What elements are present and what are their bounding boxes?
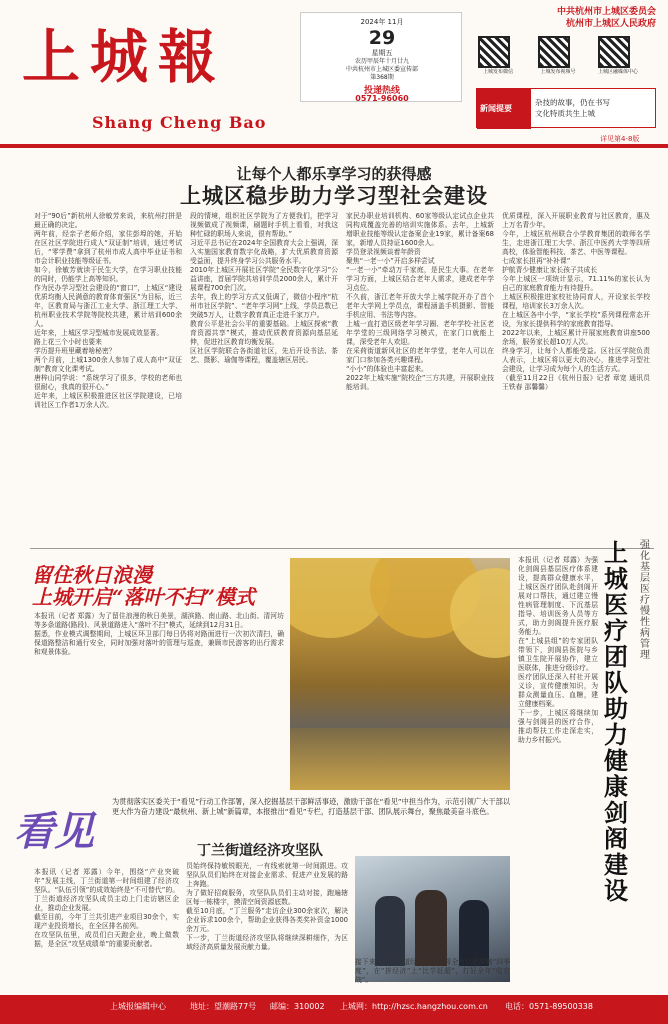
footer [0,995,668,1024]
story3-body: 本报讯（记者 郑露）为强化剑阁县基层医疗体系建设，提高群众健康水平，上城区医疗团队赴剑阁开展对口帮扶，通过建立慢性病管理制度、下沉基层指导、培训医务人员等方式，助力剑阁提升医疗服务能力。 在“上城县组”的专家团队带领下，剑阁县医院与乡镇卫生院开展协作，建立医联体，推进分级诊疗。 医疗团队还深入村社开展义诊，宣传健康知识，为群众测量血压、血糖，建立健康档案。 下一步，上城区将继续加强与剑阁县的医疗合作，推动帮扶工作走深走实，助力乡村振兴。 [518,556,598,744]
org-party: 中共杭州市上城区委员会 [556,7,656,17]
qr-block-1[interactable] [478,36,518,75]
news-digest-item[interactable]: 文化特质共生上城 [535,109,595,118]
issue-info-box [300,12,462,102]
news-digest-item[interactable]: 杂技的故事，仍在书写 [535,98,610,107]
story2-headline[interactable] [32,564,287,608]
footer-editor: 上城报编辑中心 [110,1002,166,1011]
date-day: 29 [368,27,396,49]
lead-column-2: 段的情境，组织社区学院为了方便我们，把学习视频做成了视频课，刷题时手机上看看，对我这种忙碌的职场人来说，很有帮助。” 习近平总书记在2024年全国教育大会上强调，深入实施国家教育数字化战略，扩大优质教育资源受益面，提升终身学习公共服务水平。 2010年上城区开展社区学院“全民数字化学习”公益讲座，首届学院共培训学员2000余人，累计开展课程700余门次。 去年，我上的学习方式又低调了，微信小程序“杭州市社区学院”、“老年学习网”上线，学员总数已突破5万人，让数字教育真正走进千家万户。 教育公平是社会公平的重要基础。上城区探索“教育资源共享”模式，推动优质教育资源向基层延伸，促进社区教育均衡发展。 区社区学院联合各街道社区，先后开设书法、茶艺、摄影、瑜伽等课程，覆盖辖区居民。 [190,212,338,364]
lunar-date: 农历甲辰年十月廿九 [354,58,409,65]
footer-postcode: 邮编：310002 [270,1002,325,1011]
autumn-street-photo[interactable] [290,558,510,790]
story3-headline[interactable]: 上城医疗团队助力健康剑阁建设 [604,538,628,905]
kanjian-intro: 为贯彻落实区委关于“看见”行动工作部署，深入挖掘基层干部鲜活事迹，激励干部在“看见”中担当作为，示范引领广大干部以更大作为奋力建设“最杭州、新上城”新篇章，本报推出“看见”专栏，打造基层干部、团队展示舞台，聚焦最美奋斗底色。 [112,797,510,816]
masthead-divider [0,144,668,148]
qr-label: 上城发布视频号 [540,69,576,75]
lead-column-3: 家民办职业培训机构、60家等级认定试点企业共同构成覆盖完善的培训实施体系。去年，上城新增职业技能等级认定备案企业19家，累计备案68家，新增人员持证1600余人。 学员登录视频谈着年龄资 聚焦“一老一小”开启多样尝试 “一老一小”牵动万千家庭，是民生大事。在老年学习方面，上城区结合老年人需求，建成老年学习点位。 不久前，浙江老年开放大学上城学院开办了首个老年大学网上学员点，课程涵盖手机摄影、智能手机应用、书法等内容。 上城一直打造区级老年学习圈、老年学校·社区老年学堂的三级网络学习模式，在家门口就能上课，深受老年人欢迎。 在采荷街道新风社区的老年学堂，老年人可以在家门口参加各类兴趣课程。 “小小”的体验也丰富起来。 2022年上城实施“院校企”三方共建，开展职业技能培训。 [346,212,494,391]
qr-label: 上城发布微信 [482,69,513,75]
publisher: 中共杭州市上城区委宣传部 [345,66,418,73]
lead-column-4: 优质课程，深入开展职业教育与社区教育，惠及上万名青少年。 今年，上城区杭州联合小学教育集团的敢师名学生，走进浙江理工大学、浙江中医药大学等四所高校，体验智能科技、茶艺、中医等课程。 七成家长担再“补补课” 护航青少健康让家长孩子共成长 今年上城区一项统计显示，71.11%的家长认为自己的家庭教育能力有待提升。 上城区积极推进家校社协同育人，开设家长学校课程，培训家长3万余人次。 在上城区各中小学，“家长学校”系列课程常态开设，为家长提供科学的家庭教育指导。 2022年以来，上城区累计开展家庭教育讲座500余场，服务家长超10万人次。 终身学习，让每个人都能受益。区社区学院负责人表示，上城区将以更大的决心，推进学习型社会建设，让学习成为每个人的生活方式。 （截至11月22日《杭州日报》记者 章宽 通讯员 王铁春 邵馨馨） [502,212,650,391]
news-digest-title: 新闻提要 [477,89,531,129]
footer-website[interactable]: 上城网：http://hzsc.hangzhou.com.cn [340,1002,488,1011]
organization [476,6,656,30]
org-government: 杭州市上城区人民政府 [565,19,656,29]
section-divider [30,548,654,549]
qr-label: 上城区融媒体中心 [598,69,639,75]
hotline-number: 0571-96060 [355,94,409,103]
lead-kicker: 让每个人都乐享学习的获得感 [236,165,432,183]
kanjian-logo: 看见 [14,808,94,855]
qr-code-icon[interactable] [598,36,630,68]
lead-headline[interactable]: 上城区稳步助力学习型社会建设 [180,184,488,208]
newspaper-pinyin: Shang Cheng Bao [92,113,267,132]
story2-headline-line2: 上城开启“落叶不扫”模式 [32,585,256,609]
story2-body: 本报讯（记者 郑露）为了留住浪漫的秋日美景，湖滨路、南山路、北山街、清河坊等多条道路(路段)、风景道路进入“落叶不扫”模式，延续到12月31日。 据悉，作业模式调整期间，上城区环卫部门每日仍将对路面进行一次初次清扫，确保道路整洁和通行安全，同时加强对落叶的管理与巡查，兼顾市民游客的出行需求和观景体验。 [34,612,284,656]
qr-code-icon[interactable] [538,36,570,68]
kanjian-body-left: 本报讯（记者 郑露）今年，围绕“产业突破年”发展主线，丁兰街道第一时间组建了经济攻坚队。“队伍引领”的成效始终是“不可替代”的。丁兰街道经济攻坚队成员主动上门走访辖区企业，推动企业发展。 截至目前，今年丁兰共引进产业项目30余个，实现产业投资增长，在全区排名前列。 在攻坚队伍里，成员们白天跑企业，晚上做数据，是全区“攻坚成绩单”的重要贡献者。 [34,868,179,948]
kanjian-body-mid: 员始终保持敏锐眼光，一有线索就第一时间跟进。攻坚队队员们始终在对接企业需求、促进产业发展的路上奔跑。 为了做好招商服务，攻坚队队员们主动对接，跑遍辖区每一栋楼宇，摸清空间资源底数。 截至10月底，“丁兰服务”走访企业300余家次，解决企业诉求100余个，帮助企业获得各类奖补资金1000余万元。 下一步，丁兰街道经济攻坚队将继续深耕细作，为区域经济高质量发展贡献力量。 [186,862,348,951]
qr-block-2[interactable] [538,36,578,75]
weekday: 星期五 [371,49,393,57]
masthead [0,0,668,143]
kanjian-article-title[interactable]: 丁兰街道经济攻坚队 [197,843,323,859]
story2-headline-line1: 留住秋日浪漫 [32,563,152,587]
see-page-note: 详见第4-8版 [600,135,640,143]
hotline-label: 投递热线 [363,86,400,96]
footer-phone: 电话：0571-89500338 [505,1002,593,1011]
qr-block-3[interactable] [598,36,638,75]
issue-number: 第368期 [370,74,394,81]
news-digest-box [476,88,656,128]
lead-column-1: 对于“90后”新杭州人徐敏芳来说，来杭州打拼是最正确的决定。 两年前，经亲子老师介绍，家住彭埠的她，开始在区社区学院进行成人“双证制”培训，通过考试后，“零学费”拿到了杭州市成人高中毕业证书和市会计职业技能等级证书。 如今，徐敏芳就读于民生大学，在学习职业技能的同时，仍能学上高等知识。 作为民办学习型社会建设的“窗口”，上城区“建设优质均衡人民满意的教育体育强区”为目标，近三年，区教育局与浙江工业大学、浙江理工大学、杭州职业技术学院等院校共建，累计培训600余人。 近年来，上城区学习型城市发展成效显著。 路上花三个小时也要来 学历提升班里藏着啥秘密？ 两个月前，上城1300余人参加了成人高中“双证制”教育文化课考试。 唐梓山同学说：“系统学习了很多，学校的老师也很耐心，我真的很开心。” 近年来，上城区积极推进区社区学院建设，已培训社区工作者1万余人次。 [34,212,182,409]
story3-subhead: 强化基层医疗慢性病管理 [640,540,650,661]
footer-address: 地址：望潮路77号 [190,1002,257,1011]
qr-code-icon[interactable] [478,36,510,68]
team-photo-caption: 接下来，丁兰街道经济攻坚队将全力以赴冲刺“四季度”，在“拼经济”上“比学赶超”，打好全年“收官战”。 [355,958,510,984]
date-year-month: 2024年 11月 [360,18,404,26]
newspaper-logo: 上城報 [22,23,227,91]
